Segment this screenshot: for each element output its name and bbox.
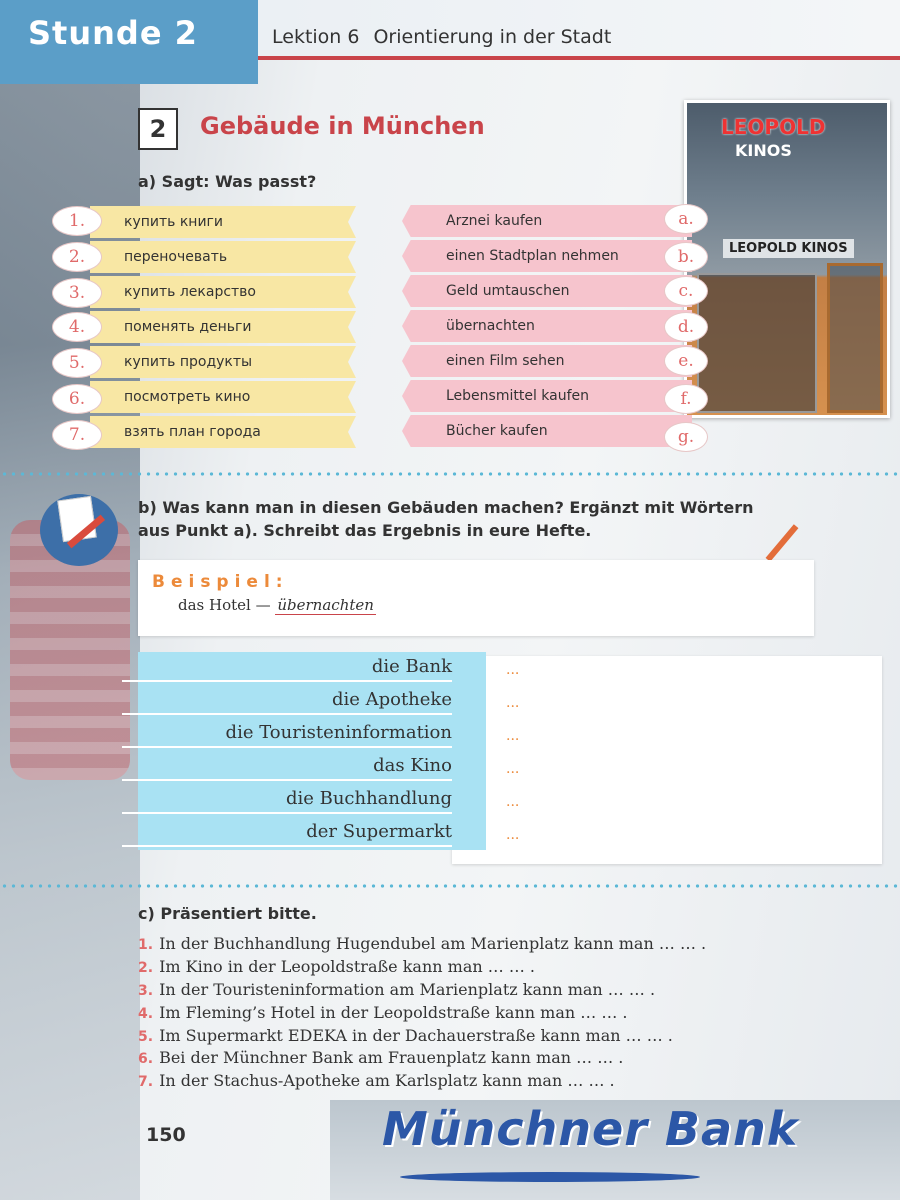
photo-door [827, 263, 883, 413]
right-item-text: Lebensmittel kaufen [446, 388, 590, 404]
building-item: das Kino [122, 751, 452, 781]
right-item-text: Geld umtauschen [446, 283, 570, 299]
kino-photo [684, 100, 890, 418]
right-item-text: Arznei kaufen [446, 213, 543, 229]
sentence-item [138, 1003, 628, 1022]
item-number: 3. [52, 278, 102, 308]
header-divider [258, 56, 900, 60]
photo-sign-leopold: LEOPOLD [721, 115, 826, 139]
left-item-text: поменять деньги [124, 319, 252, 335]
sentence-text: In der Stachus-Apotheke am Karlsplatz kann man … … . [159, 1071, 615, 1090]
example-box [138, 560, 814, 636]
left-item-text: купить книги [124, 214, 224, 230]
sentence-item [138, 934, 706, 953]
sentence-item [138, 1048, 623, 1067]
item-number: 2. [52, 242, 102, 272]
stunde-tab [0, 0, 258, 84]
part-b-heading-line2: aus Punkt a). Schreibt das Ergebnis in eure Hefte. [138, 521, 592, 540]
item-letter: g. [664, 422, 708, 452]
sentence-item [138, 980, 655, 999]
sentence-item [138, 957, 535, 976]
bank-sign-photo [330, 1100, 900, 1200]
answer-placeholder: ... [506, 794, 520, 810]
sentence-number: 1. [138, 937, 154, 953]
buildings-panel [138, 652, 486, 850]
dotted-divider [0, 884, 900, 888]
item-letter: e. [664, 346, 708, 376]
part-b-heading [138, 496, 878, 542]
page-number: 150 [146, 1124, 186, 1146]
photo-sign-kinos: KINOS [735, 141, 792, 160]
example-text: das Hotel — [178, 596, 271, 614]
bank-sign-text: Münchner Bank [382, 1102, 799, 1156]
task-title: Gebäude in München [200, 112, 485, 140]
part-b-heading-line1: b) Was kann man in diesen Gebäuden machen? Ergänzt mit Wörtern [138, 498, 754, 517]
right-item-text: einen Film sehen [446, 353, 565, 369]
answer-placeholder: ... [506, 728, 520, 744]
dotted-divider [0, 472, 900, 476]
sentence-text: In der Buchhandlung Hugendubel am Marienplatz kann man … … . [159, 934, 707, 953]
building-item: der Supermarkt [122, 817, 452, 847]
building-item: die Apotheke [122, 685, 452, 715]
sentence-item [138, 1071, 615, 1090]
right-item-text: übernachten [446, 318, 535, 334]
item-number: 7. [52, 420, 102, 450]
sentence-number: 7. [138, 1074, 154, 1090]
sentence-number: 4. [138, 1006, 154, 1022]
photo-sign-leopold-kinos: LEOPOLD KINOS [723, 239, 854, 258]
item-letter: a. [664, 204, 708, 234]
sentence-text: Im Supermarkt EDEKA in der Dachauerstraße kann man … … . [159, 1026, 673, 1045]
left-item-text: купить продукты [124, 354, 253, 370]
example-label: Beispiel: [152, 572, 289, 592]
example-answer: übernachten [277, 596, 374, 614]
item-number: 5. [52, 348, 102, 378]
notebook-pen-icon [40, 494, 118, 566]
sentence-number: 3. [138, 983, 154, 999]
sentence-text: In der Touristeninformation am Marienplatz kann man … … . [159, 980, 656, 999]
item-letter: f. [664, 384, 708, 414]
part-c-heading: c) Präsentiert bitte. [138, 904, 317, 923]
building-item: die Bank [122, 652, 452, 682]
sentence-number: 6. [138, 1051, 154, 1067]
lektion-heading [272, 26, 611, 48]
lektion-number: Lektion 6 [272, 26, 360, 48]
sentence-text: Im Kino in der Leopoldstraße kann man … … . [159, 957, 536, 976]
answer-placeholder: ... [506, 695, 520, 711]
photo-window [697, 273, 817, 413]
item-number: 4. [52, 312, 102, 342]
stunde-label: Stunde 2 [28, 14, 198, 52]
building-item: die Buchhandlung [122, 784, 452, 814]
part-a-heading: a) Sagt: Was passt? [138, 172, 317, 191]
left-item-text: взять план города [124, 424, 261, 440]
left-item-text: переночевать [124, 249, 228, 265]
answer-placeholder: ... [506, 761, 520, 777]
sentence-number: 5. [138, 1029, 154, 1045]
answer-placeholder: ... [506, 662, 520, 678]
lektion-title: Orientierung in der Stadt [373, 26, 612, 48]
sentence-number: 2. [138, 960, 154, 976]
left-item-text: посмотреть кино [124, 389, 251, 405]
right-item-text: Bücher kaufen [446, 423, 548, 439]
example-sentence [178, 596, 376, 614]
left-item-text: купить лекарство [124, 284, 257, 300]
bank-sign-swoosh [400, 1172, 700, 1182]
item-number: 1. [52, 206, 102, 236]
answer-placeholder: ... [506, 827, 520, 843]
item-letter: d. [664, 312, 708, 342]
item-letter: b. [664, 242, 708, 272]
task-number-box: 2 [138, 108, 178, 150]
right-item-text: einen Stadtplan nehmen [446, 248, 619, 264]
sentence-text: Im Fleming’s Hotel in der Leopoldstraße kann man … … . [159, 1003, 628, 1022]
building-item: die Touristeninformation [122, 718, 452, 748]
sentence-text: Bei der Münchner Bank am Frauenplatz kann man … … . [159, 1048, 624, 1067]
sentence-item [138, 1026, 673, 1045]
item-number: 6. [52, 384, 102, 414]
item-letter: c. [664, 276, 708, 306]
